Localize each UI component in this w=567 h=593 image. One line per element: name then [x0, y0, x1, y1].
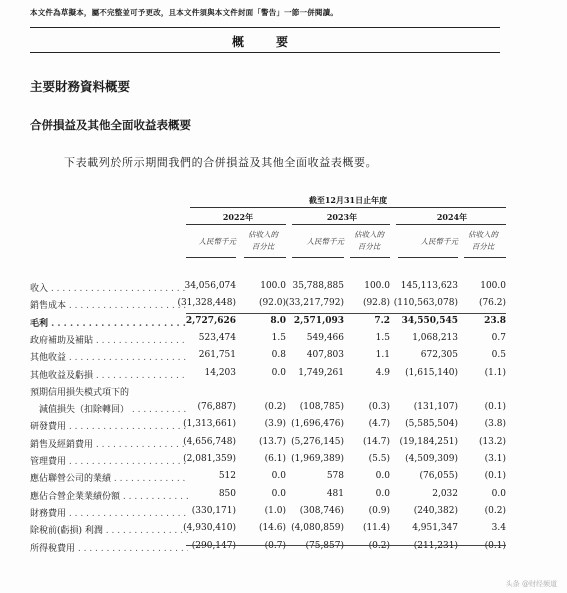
year-2022: 2022年	[222, 212, 254, 222]
amount-cell: (240,382)	[413, 505, 458, 516]
page-heading: 主要財務資料概要	[30, 79, 131, 94]
percent-cell: (0.2)	[368, 540, 390, 551]
percent-cell: (0.1)	[484, 471, 506, 482]
amount-cell: 145,113,623	[400, 281, 458, 291]
percent-cell: (14.6)	[258, 523, 286, 534]
table-row	[30, 350, 506, 367]
amount-cell: (5,585,504)	[405, 419, 458, 430]
amount-cell: (110,563,078)	[393, 298, 458, 309]
amount-cell: (1,313,661)	[183, 419, 236, 430]
amount-cell: (76,055)	[419, 471, 458, 482]
amount-cell: 549,466	[306, 332, 344, 343]
amount-cell: (33,217,792)	[285, 298, 344, 309]
pct-label-line2: 百分比	[251, 242, 275, 251]
period-rule	[190, 207, 506, 208]
row-label: 減值損失（扣除轉回） . . .	[30, 402, 188, 415]
percent-cell: 0.0	[375, 471, 390, 482]
percent-cell: 3.4	[491, 523, 506, 534]
amount-cell: (1,969,389)	[291, 454, 344, 464]
amount-cell: 34,550,545	[401, 315, 458, 326]
percent-cell: 100.0	[260, 281, 286, 291]
row-label: 應佔合營企業業績份額 . . .	[30, 489, 188, 502]
amount-cell: 481	[326, 488, 344, 499]
percent-cell: (3.9)	[264, 419, 286, 430]
amount-cell: (19,184,251)	[399, 436, 458, 447]
section-title: 概 要	[231, 35, 298, 49]
table-row	[30, 471, 506, 488]
header-underline-a2	[244, 257, 286, 258]
percent-cell: (3.8)	[484, 419, 506, 430]
amount-cell: 34,056,074	[184, 281, 236, 291]
percent-cell: 8.0	[270, 315, 286, 326]
year-2023: 2023年	[326, 212, 358, 222]
percent-cell: 1.5	[375, 332, 390, 343]
header-underline-c1	[398, 257, 458, 258]
pct-label-line1: 佔收入的	[468, 230, 498, 239]
table-row	[30, 506, 506, 523]
percent-cell: (0.9)	[368, 505, 390, 516]
row-label: 收入 . . .	[30, 281, 188, 294]
amount-cell: 578	[326, 471, 344, 482]
row-label: 政府補助及補貼 . . .	[30, 333, 188, 346]
amount-cell: 1,749,261	[298, 367, 344, 378]
table-row	[30, 541, 506, 558]
pct-label-line2: 百分比	[471, 242, 495, 251]
draft-notice: 本文件為草擬本，屬不完整並可予更改，且本文件須與本文件封面「警告」一節一併閱讀。	[30, 8, 338, 17]
table-row	[30, 281, 506, 298]
header-underline-a1	[186, 257, 236, 258]
percent-cell: (0.1)	[484, 402, 506, 413]
amount-cell: (31,328,448)	[177, 298, 236, 309]
amount-cell: 4,951,347	[412, 523, 458, 534]
amount-cell: (211,231)	[413, 540, 458, 551]
percent-cell: (0.7)	[264, 540, 286, 551]
col-head-amount-2023: 人民幣千元	[306, 237, 344, 246]
year-rule-2024	[396, 224, 506, 225]
percent-cell: 0.0	[491, 488, 506, 499]
percent-cell: (11.4)	[362, 523, 390, 534]
year-rule-2022	[186, 224, 286, 225]
subtotal-rule-top	[186, 313, 506, 314]
row-label: 所得稅費用 . . .	[30, 541, 188, 554]
period-header: 截至12月31日止年度	[308, 195, 388, 205]
section-rule	[30, 52, 500, 53]
table-row	[30, 402, 506, 419]
row-label: 銷售及經銷費用 . . .	[30, 437, 188, 450]
percent-cell: (0.2)	[484, 505, 506, 516]
pct-label-line2: 百分比	[357, 242, 381, 251]
percent-cell: (92.8)	[362, 298, 390, 309]
header-underline-b2	[350, 257, 390, 258]
row-label: 銷售成本 . . .	[30, 298, 188, 311]
table-row	[30, 454, 506, 471]
percent-cell: (92.0)	[258, 298, 286, 309]
percent-cell: 0.0	[271, 367, 286, 378]
header-underline-b1	[292, 257, 344, 258]
row-label: 毛利 . . .	[30, 316, 188, 329]
amount-cell: 672,305	[420, 350, 458, 361]
table-heading: 合併損益及其他全面收益表概要	[30, 118, 191, 132]
percent-cell: 0.5	[491, 350, 506, 361]
percent-cell: 0.0	[271, 471, 286, 482]
subtotal-rule-bottom	[186, 545, 506, 546]
col-head-amount-2024: 人民幣千元	[420, 237, 458, 246]
amount-cell: 35,788,885	[292, 281, 344, 291]
col-head-pct-2023	[346, 229, 392, 253]
percent-cell: 1.5	[271, 332, 286, 343]
amount-cell: (108,785)	[299, 402, 344, 413]
percent-cell: 0.0	[271, 488, 286, 499]
intro-paragraph: 下表載列於所示期間我們的合併損益及其他全面收益表概要。	[64, 156, 378, 169]
percent-cell: (13.7)	[258, 436, 286, 447]
amount-cell: (2,081,359)	[183, 454, 236, 464]
amount-cell: 2,727,626	[185, 315, 236, 326]
amount-cell: (4,509,309)	[405, 454, 458, 464]
row-label: 除稅前(虧損) 利潤 . . .	[30, 523, 188, 536]
amount-cell: (131,107)	[413, 402, 458, 413]
percent-cell: 4.9	[375, 367, 390, 378]
percent-cell: 0.8	[271, 350, 286, 361]
col-head-pct-2024	[460, 229, 506, 253]
amount-cell: 2,571,093	[293, 315, 344, 326]
amount-cell: (4,080,859)	[291, 523, 344, 534]
watermark: 头条 @财经频道	[505, 580, 557, 588]
percent-cell: (0.2)	[264, 402, 286, 413]
table-row	[30, 368, 506, 385]
percent-cell: (14.7)	[362, 436, 390, 447]
amount-cell: 850	[218, 488, 236, 499]
percent-cell: (1.0)	[264, 505, 286, 516]
amount-cell: (4,930,410)	[183, 523, 236, 534]
percent-cell: (76.2)	[478, 298, 506, 309]
table-row	[30, 333, 506, 350]
amount-cell: (4,656,748)	[183, 436, 236, 447]
percent-cell: (4.7)	[368, 419, 390, 430]
percent-cell: (6.1)	[264, 454, 286, 464]
amount-cell: 1,068,213	[412, 332, 458, 343]
amount-cell: 14,203	[204, 367, 236, 378]
percent-cell: (0.1)	[484, 540, 506, 551]
row-label: 預期信用損失模式項下的	[30, 387, 130, 398]
amount-cell: (308,746)	[299, 505, 344, 516]
percent-cell: (5.5)	[368, 454, 390, 464]
percent-cell: (3.1)	[484, 454, 506, 464]
percent-cell: 23.8	[484, 315, 506, 326]
year-rule-2023	[292, 224, 390, 225]
percent-cell: 7.2	[374, 315, 390, 326]
row-label: 應佔聯營公司的業績 . . .	[30, 471, 188, 484]
col-head-amount-2022: 人民幣千元	[198, 237, 236, 246]
table-row	[30, 489, 506, 506]
amount-cell: 407,803	[306, 350, 344, 361]
table-row	[30, 385, 506, 402]
percent-cell: 0.0	[375, 488, 390, 499]
row-label: 財務費用 . . .	[30, 506, 188, 519]
amount-cell: 523,474	[198, 332, 236, 343]
table-row	[30, 419, 506, 436]
table-row	[30, 523, 506, 540]
amount-cell: 512	[218, 471, 236, 482]
percent-cell: 100.0	[480, 281, 506, 291]
row-label: 管理費用 . . .	[30, 454, 188, 467]
table-row	[30, 316, 506, 333]
percent-cell: 1.1	[375, 350, 390, 361]
amount-cell: (76,887)	[197, 402, 236, 413]
percent-cell: 100.0	[364, 281, 390, 291]
percent-cell: (13.2)	[478, 436, 506, 447]
col-head-pct-2022	[240, 229, 286, 253]
amount-cell: 261,751	[198, 350, 236, 361]
percent-cell: 0.7	[491, 332, 506, 343]
pct-label-line1: 佔收入的	[248, 230, 278, 239]
amount-cell: (75,857)	[305, 540, 344, 551]
year-2024: 2024年	[436, 212, 468, 222]
pct-label-line1: 佔收入的	[354, 230, 384, 239]
row-label: 其他收益 . . .	[30, 350, 188, 363]
amount-cell: (330,171)	[191, 505, 236, 516]
amount-cell: (290,147)	[191, 540, 236, 551]
row-label: 研發費用 . . .	[30, 419, 188, 432]
amount-cell: (1,696,476)	[291, 419, 344, 430]
row-label: 其他收益及虧損 . . .	[30, 368, 188, 381]
percent-cell: (0.3)	[368, 402, 390, 413]
top-rule	[30, 27, 500, 28]
amount-cell: (5,276,145)	[291, 436, 344, 447]
header-underline-c2	[464, 257, 506, 258]
table-row	[30, 437, 506, 454]
amount-cell: (1,615,140)	[405, 367, 458, 378]
amount-cell: 2,032	[432, 488, 458, 499]
percent-cell: (1.1)	[484, 367, 506, 378]
